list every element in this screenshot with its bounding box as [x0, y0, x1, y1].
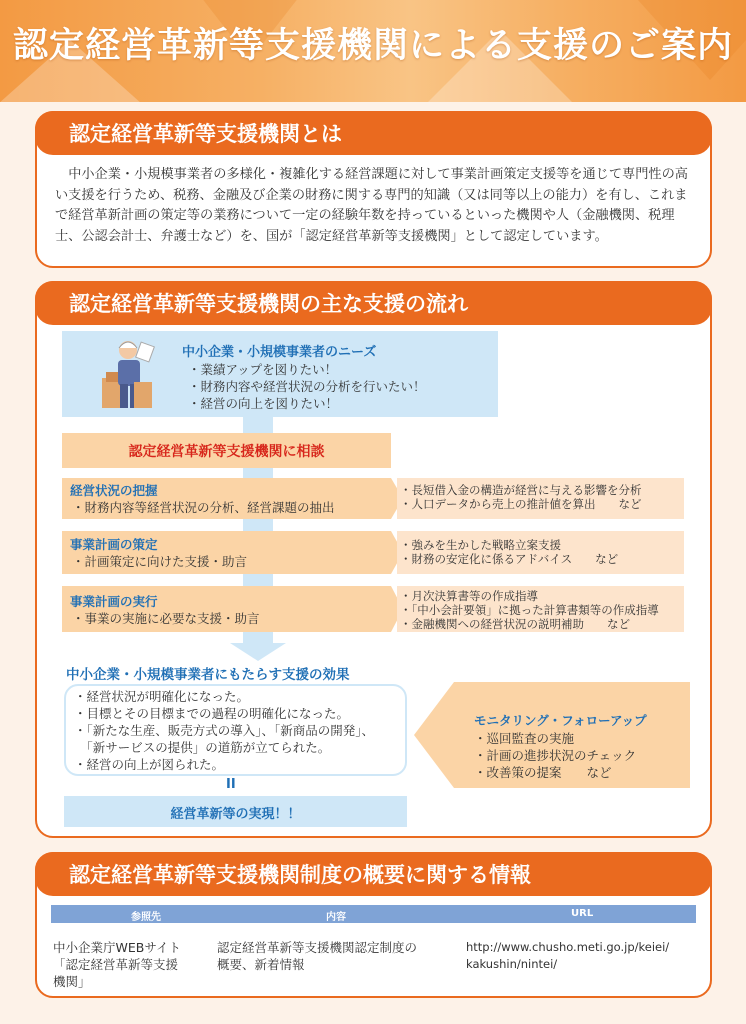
cell-line: 認定経営革新等支援機関認定制度の [217, 940, 418, 955]
step-details [400, 589, 659, 631]
detail-item: ・金融機関への経営状況の説明補助 など [400, 617, 630, 631]
detail-item: ・月次決算書等の作成指導 [400, 589, 538, 603]
effects-item: ・経営の向上が図られた。 [74, 757, 225, 772]
table-cell-url[interactable] [466, 939, 669, 973]
section-heading-bar [35, 852, 712, 896]
page-title: 認定経営革新等支援機関による支援のご案内 [12, 26, 733, 66]
detail-item: ・長短借入金の構造が経営に与える影響を分析 [400, 483, 642, 497]
cell-line: 「認定経営革新等支援 [53, 957, 179, 972]
result-label: 経営革新等の実現！！ [170, 807, 301, 822]
section-body: 中小企業・小規模事業者の多様化・複雑化する経営課題に対して事業計画策定支援等を通じて専門性の高い支援を行うため、税務、金融及び企業の財務に関する専門的知識（又は同等以上の能力）を有し、これまで経営革新計画の策定等の業務について一定の経験年数を持っているといった機関や人（金融機関、税理士、公認会計士、弁護士など）を、国が「認定経営革新等支援機関」として認定しています。 [55, 167, 688, 244]
page-header [0, 0, 746, 102]
monitoring-item: ・計画の進捗状況のチェック [474, 748, 637, 763]
detail-item: ・財務の安定化に係るアドバイス など [400, 552, 619, 566]
section-heading: 認定経営革新等支援機関制度の概要に関する情報 [69, 863, 531, 887]
flow-arrow-head-icon [230, 643, 286, 661]
effects-item: 「新サービスの提供」の道筋が立てられた。 [74, 740, 331, 755]
section-heading: 認定経営革新等支援機関とは [69, 122, 342, 146]
column-header: 内容 [326, 912, 346, 923]
cell-line: 概要、新着情報 [217, 957, 305, 972]
section-heading-bar [35, 281, 712, 325]
step-desc: ・財務内容等経営状況の分析、経営課題の抽出 [72, 500, 335, 515]
section-heading-bar [35, 111, 712, 155]
step-title: 事業計画の策定 [70, 537, 158, 552]
table-header [51, 905, 696, 923]
effects-title: 中小企業・小規模事業者にもたらす支援の効果 [66, 667, 350, 683]
needs-item: ・財務内容や経営状況の分析を行いたい！ [188, 379, 426, 394]
table-cell-ref [53, 939, 181, 990]
needs-title: 中小企業・小規模事業者のニーズ [182, 345, 377, 360]
monitoring-item: ・巡回監査の実施 [474, 731, 575, 746]
step-desc: ・計画策定に向けた支援・助言 [72, 554, 248, 569]
cell-line: 機関」 [53, 974, 91, 989]
needs-item: ・業績アップを図りたい！ [188, 362, 338, 377]
step-details [400, 538, 618, 566]
monitoring-list [474, 730, 636, 781]
section-heading: 認定経営革新等支援機関の主な支援の流れ [69, 292, 468, 316]
column-header: 参照先 [131, 912, 161, 923]
step-title: 事業計画の実行 [70, 594, 158, 609]
cell-line: 中小企業庁WEBサイト [53, 940, 181, 955]
monitoring-item: ・改善策の提案 など [474, 765, 612, 780]
detail-item: ・人口データから売上の推計値を算出 など [400, 497, 642, 511]
effects-item: ・目標とその目標までの過程の明確化になった。 [74, 706, 350, 721]
effects-item: ・「新たな生産、販売方式の導入」、「新商品の開発」、 [74, 723, 375, 738]
url-link[interactable]: http://www.chusho.meti.go.jp/keiei/ [466, 940, 670, 954]
table-cell-content [217, 939, 417, 973]
equals-sign: II [226, 777, 236, 792]
detail-item: ・強みを生かした戦略立案支援 [400, 538, 561, 552]
column-header: URL [571, 908, 594, 919]
consult-label: 認定経営革新等支援機関に相談 [128, 444, 325, 460]
detail-item: ・「中小会計要領」に拠った計算書類等の作成指導 [400, 603, 659, 617]
step-desc: ・事業の実施に必要な支援・助言 [72, 611, 260, 626]
needs-list [188, 361, 426, 412]
effects-item: ・経営状況が明確化になった。 [74, 689, 250, 704]
step-details [400, 483, 642, 511]
monitoring-title: モニタリング・フォローアップ [474, 713, 647, 728]
needs-item: ・経営の向上を図りたい！ [188, 396, 339, 411]
url-link[interactable]: kakushin/nintei/ [466, 957, 558, 971]
businessman-icon [98, 334, 158, 414]
section-about [35, 111, 712, 268]
effects-list [74, 688, 374, 773]
step-title: 経営状況の把握 [70, 483, 158, 498]
